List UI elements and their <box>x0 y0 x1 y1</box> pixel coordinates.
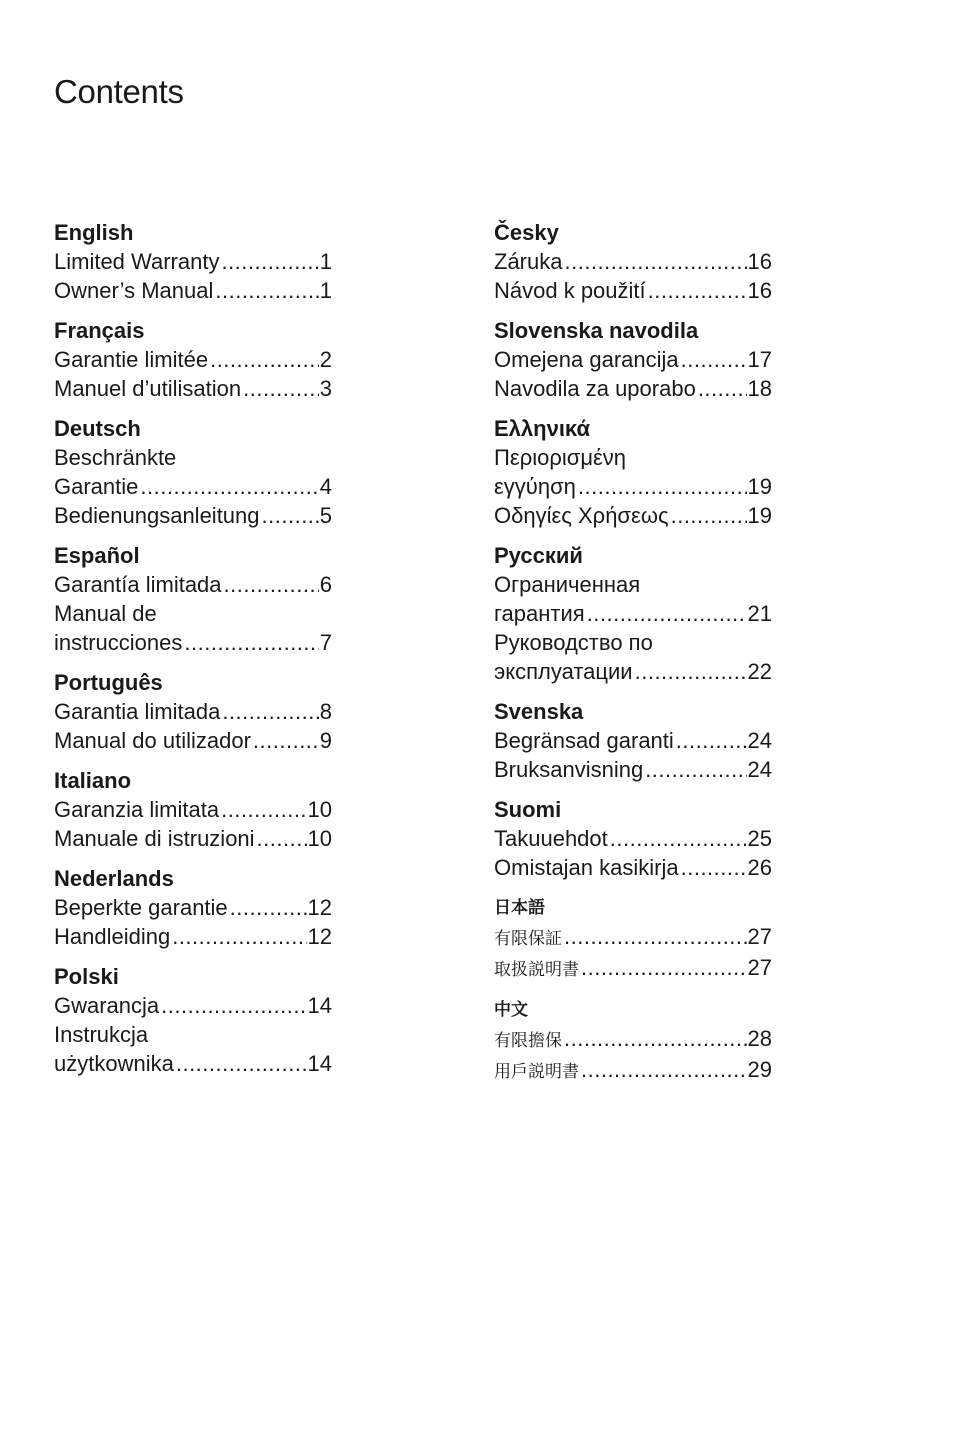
toc-entry[interactable] <box>54 1020 332 1078</box>
dot-leader <box>184 628 318 657</box>
toc-entry[interactable] <box>494 628 772 686</box>
toc-entry-label: Takuuehdot <box>494 826 608 851</box>
toc-entry[interactable] <box>54 374 332 403</box>
dot-leader <box>564 922 747 951</box>
dot-leader <box>681 345 747 374</box>
section-heading: Svenska <box>494 699 584 724</box>
page-number: 12 <box>307 895 332 920</box>
toc-entry[interactable] <box>54 922 332 951</box>
section-heading: Slovenska navodila <box>494 318 699 343</box>
section-heading: Nederlands <box>54 866 174 891</box>
toc-entry[interactable] <box>54 824 332 853</box>
toc-entry[interactable] <box>494 824 772 853</box>
dot-leader <box>176 1049 307 1078</box>
section-heading: Português <box>54 670 163 695</box>
toc-entry-label: 有限擔保 <box>494 1031 562 1050</box>
page-number: 1 <box>319 278 332 303</box>
page-number: 18 <box>747 376 772 401</box>
page-number: 22 <box>747 659 772 684</box>
contents-column-right <box>494 218 772 1097</box>
page-number: 24 <box>747 757 772 782</box>
dot-leader <box>587 599 747 628</box>
page-number: 2 <box>319 347 332 372</box>
dot-leader <box>224 570 319 599</box>
toc-entry[interactable] <box>54 599 332 657</box>
section-heading: Français <box>54 318 145 343</box>
dot-leader <box>257 824 307 853</box>
toc-section <box>494 893 772 984</box>
dot-leader <box>221 247 318 276</box>
toc-entry[interactable] <box>54 893 332 922</box>
toc-entry[interactable] <box>494 374 772 403</box>
page-number: 19 <box>747 474 772 499</box>
page-number: 4 <box>319 474 332 499</box>
dot-leader <box>581 953 747 982</box>
dot-leader <box>172 922 306 951</box>
toc-entry[interactable] <box>54 345 332 374</box>
toc-section <box>54 668 332 755</box>
toc-entry[interactable] <box>54 697 332 726</box>
page-number: 10 <box>307 826 332 851</box>
toc-entry[interactable] <box>494 755 772 784</box>
toc-entry-label: Garantie limitée <box>54 347 209 372</box>
dot-leader <box>230 893 307 922</box>
toc-entry[interactable] <box>494 1055 772 1086</box>
dot-leader <box>676 726 747 755</box>
toc-entry-label: Navodila za uporabo <box>494 376 696 401</box>
toc-entry-label: Beperkte garantie <box>54 895 228 920</box>
toc-entry-label: гарантия <box>494 601 585 626</box>
page-number: 24 <box>747 728 772 753</box>
toc-section <box>494 697 772 784</box>
toc-entry[interactable] <box>54 991 332 1020</box>
toc-entry[interactable] <box>494 501 772 530</box>
section-heading: Ελληνικά <box>494 416 590 441</box>
page-number: 16 <box>747 249 772 274</box>
toc-section <box>54 766 332 853</box>
toc-entry[interactable] <box>494 726 772 755</box>
toc-entry-label: Manuel d’utilisation <box>54 376 242 401</box>
toc-section <box>494 795 772 882</box>
page-number: 19 <box>747 503 772 528</box>
toc-entry[interactable] <box>54 726 332 755</box>
section-heading: Suomi <box>494 797 562 822</box>
toc-entry-label: Manuale di istruzioni <box>54 826 255 851</box>
dot-leader <box>262 501 319 530</box>
section-heading: Русский <box>494 543 583 568</box>
toc-section <box>54 864 332 951</box>
toc-entry-label-line: Manual de <box>54 601 157 626</box>
toc-section <box>54 541 332 657</box>
toc-entry[interactable] <box>494 247 772 276</box>
dot-leader <box>645 755 746 784</box>
toc-entry[interactable] <box>54 443 332 501</box>
toc-entry-label-line: Beschränkte <box>54 445 177 470</box>
page-number: 29 <box>747 1057 772 1082</box>
toc-entry-label: użytkownika <box>54 1051 174 1076</box>
toc-entry-label: Handleiding <box>54 924 171 949</box>
page-number: 21 <box>747 601 772 626</box>
toc-entry-label: Bedienungsanleitung <box>54 503 260 528</box>
dot-leader <box>253 726 319 755</box>
dot-leader <box>671 501 747 530</box>
toc-entry-label: 取扱説明書 <box>494 960 579 979</box>
toc-section <box>54 962 332 1078</box>
page-number: 12 <box>307 924 332 949</box>
toc-entry-label: Οδηγίες Χρήσεως <box>494 503 669 528</box>
toc-entry[interactable] <box>494 345 772 374</box>
toc-entry-label: εγγύηση <box>494 474 576 499</box>
dot-leader <box>648 276 747 305</box>
page-title: Contents <box>54 73 184 110</box>
section-heading: 中文 <box>494 1000 528 1019</box>
page-number: 3 <box>319 376 332 401</box>
toc-entry[interactable] <box>54 795 332 824</box>
toc-entry-label: эксплуатации <box>494 659 633 684</box>
toc-entry[interactable] <box>54 247 332 276</box>
section-heading: Česky <box>494 220 559 245</box>
dot-leader <box>610 824 747 853</box>
toc-section <box>494 414 772 530</box>
section-heading: 日本語 <box>494 898 545 917</box>
toc-entry-label: 用戶説明書 <box>494 1062 579 1081</box>
section-heading: Deutsch <box>54 416 141 441</box>
dot-leader <box>578 472 747 501</box>
dot-leader <box>215 276 318 305</box>
toc-entry-label: Begränsad garanti <box>494 728 674 753</box>
toc-entry[interactable] <box>494 443 772 501</box>
toc-entry-label: Owner’s Manual <box>54 278 214 303</box>
toc-entry[interactable] <box>494 276 772 305</box>
page-number: 17 <box>747 347 772 372</box>
toc-section <box>494 995 772 1086</box>
toc-entry[interactable] <box>494 853 772 882</box>
toc-section <box>494 218 772 305</box>
dot-leader <box>222 697 318 726</box>
dot-leader <box>681 853 747 882</box>
toc-entry[interactable] <box>494 1024 772 1055</box>
toc-entry[interactable] <box>494 922 772 953</box>
dot-leader <box>210 345 319 374</box>
toc-entry[interactable] <box>54 501 332 530</box>
toc-entry-label: Gwarancja <box>54 993 160 1018</box>
toc-entry-label: Záruka <box>494 249 563 274</box>
toc-section <box>494 316 772 403</box>
dot-leader <box>635 657 747 686</box>
page-number: 10 <box>307 797 332 822</box>
toc-entry-label: Omistajan kasikirja <box>494 855 679 880</box>
dot-leader <box>221 795 306 824</box>
page-number: 8 <box>319 699 332 724</box>
section-heading: Español <box>54 543 140 568</box>
toc-entry-label-line: Руководство по <box>494 630 653 655</box>
dot-leader <box>581 1055 747 1084</box>
page-number: 14 <box>307 993 332 1018</box>
page-number: 14 <box>307 1051 332 1076</box>
dot-leader <box>564 1024 747 1053</box>
toc-entry-label-line: Περιορισμένη <box>494 445 627 470</box>
toc-entry-label: Návod k použití <box>494 278 646 303</box>
page-number: 7 <box>319 630 332 655</box>
toc-entry-label-line: Ограниченная <box>494 572 641 597</box>
toc-entry[interactable] <box>54 276 332 305</box>
dot-leader <box>564 247 746 276</box>
toc-entry-label: Garantia limitada <box>54 699 221 724</box>
section-heading: Polski <box>54 964 119 989</box>
toc-entry[interactable] <box>494 953 772 984</box>
toc-entry-label: Omejena garancija <box>494 347 679 372</box>
page-number: 5 <box>319 503 332 528</box>
page-number: 16 <box>747 278 772 303</box>
toc-entry-label: Bruksanvisning <box>494 757 644 782</box>
section-heading: English <box>54 220 134 245</box>
toc-entry[interactable] <box>494 570 772 628</box>
dot-leader <box>140 472 318 501</box>
toc-section <box>494 541 772 686</box>
dot-leader <box>698 374 747 403</box>
page-number: 27 <box>747 955 772 980</box>
page-number: 27 <box>747 924 772 949</box>
toc-entry[interactable] <box>54 570 332 599</box>
page-number: 26 <box>747 855 772 880</box>
page-number: 1 <box>319 249 332 274</box>
toc-section <box>54 414 332 530</box>
toc-entry-label: Garantía limitada <box>54 572 222 597</box>
page-number: 6 <box>319 572 332 597</box>
toc-entry-label-line: Instrukcja <box>54 1022 149 1047</box>
section-heading: Italiano <box>54 768 132 793</box>
toc-entry-label: 有限保証 <box>494 929 562 948</box>
page-number: 9 <box>319 728 332 753</box>
toc-entry-label: Limited Warranty <box>54 249 220 274</box>
contents-column-left <box>54 218 332 1089</box>
toc-entry-label: Manual do utilizador <box>54 728 251 753</box>
toc-entry-label: Garanzia limitata <box>54 797 220 822</box>
toc-section <box>54 218 332 305</box>
toc-entry-label: Garantie <box>54 474 139 499</box>
dot-leader <box>243 374 319 403</box>
dot-leader <box>161 991 306 1020</box>
toc-entry-label: instrucciones <box>54 630 183 655</box>
page-number: 28 <box>747 1026 772 1051</box>
page-number: 25 <box>747 826 772 851</box>
toc-section <box>54 316 332 403</box>
